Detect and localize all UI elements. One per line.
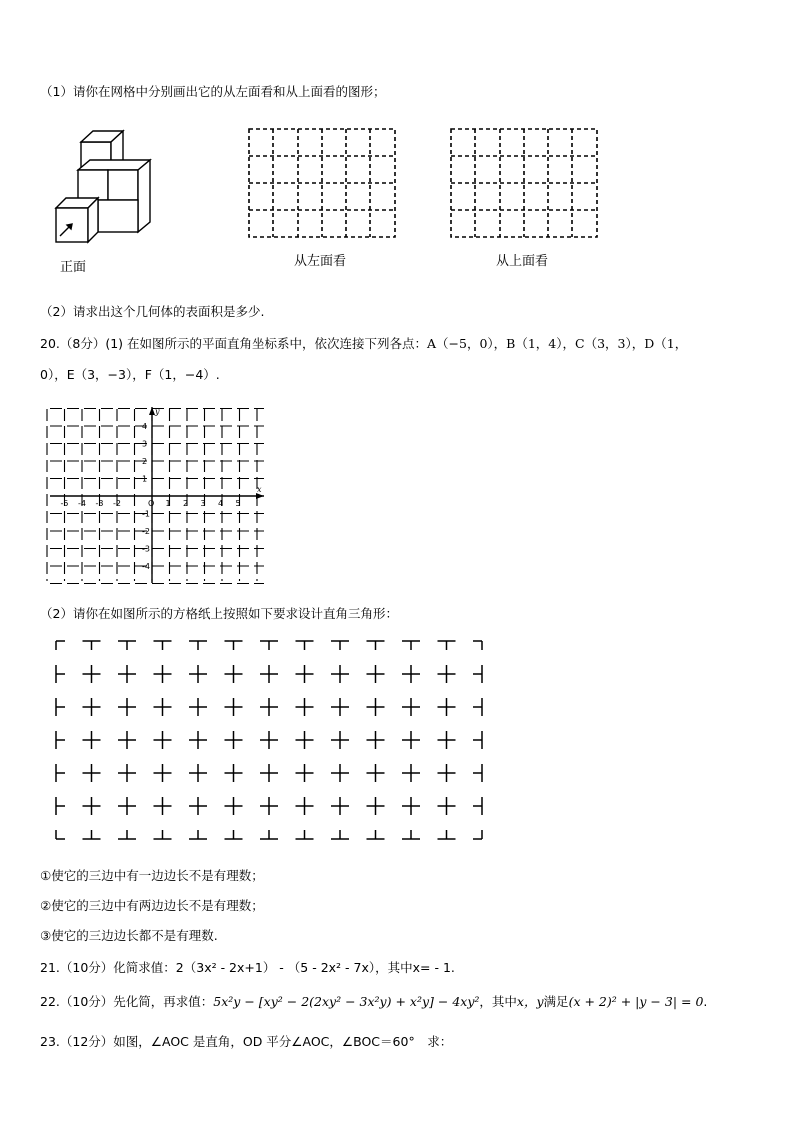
q22-mid: ，其中 (479, 994, 517, 1009)
x-tick-label: 4 (218, 499, 224, 508)
x-tick-label: 2 (183, 499, 189, 508)
y-tick-label: -4 (142, 562, 150, 571)
x-tick-label: 3 (200, 499, 206, 508)
y-axis-label: y (155, 407, 160, 416)
q22-cond-prefix: 满足 (543, 994, 569, 1009)
y-tick-label: -1 (142, 509, 150, 519)
q20-part2: （2）请你在如图所示的方格纸上按照如下要求设计直角三角形： (40, 606, 398, 621)
requirement-3: ③使它的三边边长都不是有理数. (40, 928, 218, 943)
square-grid-paper (52, 636, 480, 841)
top-view-grid (450, 128, 598, 238)
q22 (40, 992, 707, 1010)
cube-figure (48, 128, 168, 253)
x-tick-label: -2 (113, 499, 121, 508)
q20-intro: 20.（8分）(1) 在如图所示的平面直角坐标系中，依次连接下列各点： (40, 336, 428, 351)
q19-part2: （2）请求出这个几何体的表面积是多少. (40, 304, 265, 319)
left-view-caption: 从左面看 (294, 254, 347, 269)
q23: 23.（12分）如图，∠AOC 是直角，OD 平分∠AOC，∠BOC＝60° 求： (40, 1034, 453, 1049)
q22-prefix: 22.（10分）先化简，再求值： (40, 994, 214, 1009)
q20-points: A（−5，0），B（1，4），C（3，3），D（1， (427, 336, 688, 351)
y-tick-label: 4 (142, 422, 148, 431)
q22-end: . (703, 994, 708, 1009)
q20-line1 (40, 334, 687, 352)
top-view-caption: 从上面看 (496, 254, 549, 269)
front-label: 正面 (60, 260, 87, 275)
y-tick-label: 2 (142, 457, 148, 466)
y-tick-label: 1 (142, 474, 148, 484)
q19-part1: （1）请你在网格中分别画出它的从左面看和从上面看的图形； (40, 84, 386, 99)
q22-condition: (x + 2)² + |y − 3| = 0 (568, 994, 704, 1009)
left-view-grid (248, 128, 396, 238)
y-tick-label: -2 (142, 527, 150, 536)
q22-expression: 5x²y − [xy² − 2(2xy² − 3x²y) + x²y] − 4xy² (213, 994, 480, 1009)
x-tick-label: -4 (78, 499, 86, 508)
requirement-2: ②使它的三边中有两边边长不是有理数； (40, 898, 264, 913)
x-tick-label: -3 (95, 499, 104, 508)
y-tick-label: -3 (142, 544, 150, 554)
x-axis-label: x (257, 485, 262, 494)
x-tick-label: 1 (165, 499, 171, 508)
x-tick-label: -5 (60, 499, 69, 508)
x-tick-label: 5 (235, 499, 241, 508)
q21: 21.（10分）化简求值：2（3x² - 2x+1） - （5 - 2x² - 7x），其中x= - 1. (40, 960, 455, 975)
requirement-1: ①使它的三边中有一边边长不是有理数； (40, 868, 264, 883)
q20-line2: 0），E（3，−3），F（1，−4）. (40, 367, 220, 382)
q22-vars: x，y (516, 994, 544, 1009)
coordinate-grid (50, 405, 266, 583)
x-tick-label: O (148, 499, 155, 508)
y-tick-label: 3 (142, 439, 148, 449)
